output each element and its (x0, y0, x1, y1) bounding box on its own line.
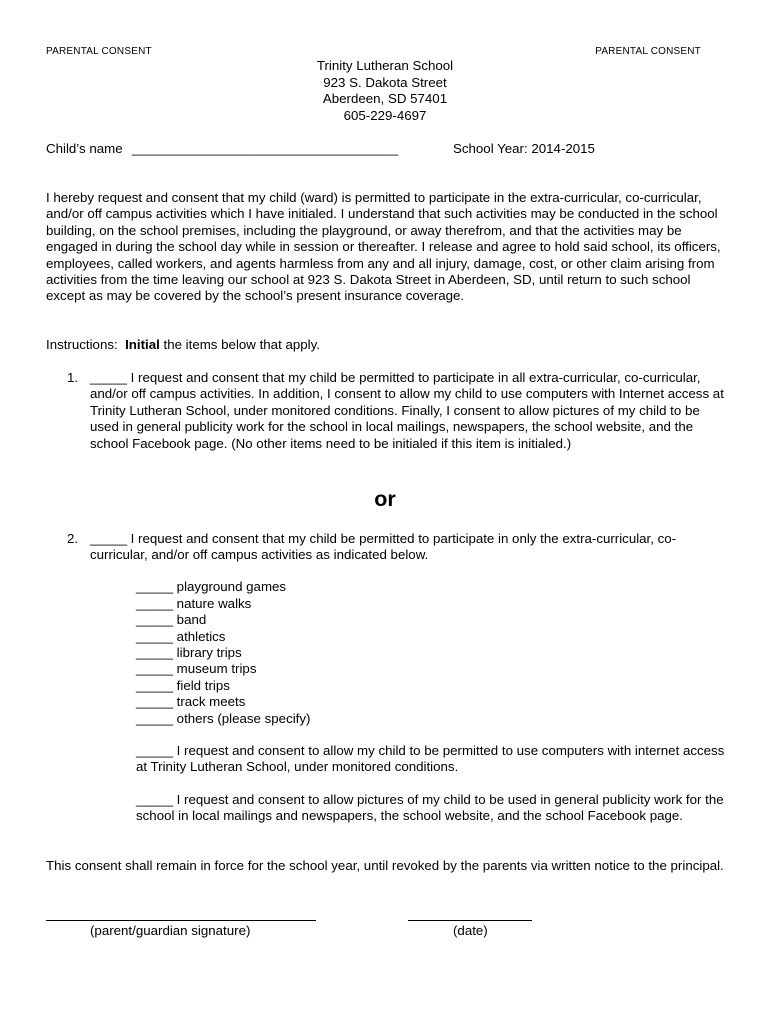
computer-use-consent[interactable]: _____ I request and consent to allow my child to be permitted to use computers with internet access at Trinity Lutheran School, under monitored conditions. (136, 743, 725, 775)
option-track-meets[interactable]: _____ track meets (136, 694, 246, 709)
school-address-block (0, 58, 770, 124)
or-divider: or (374, 487, 396, 511)
option-playground-games[interactable]: _____ playground games (136, 579, 287, 594)
school-street: 923 S. Dakota Street (323, 74, 447, 90)
consent-duration-text: This consent shall remain in force for the school year, until revoked by the parents via written notice to the principal. (46, 858, 724, 873)
school-city: Aberdeen, SD 57401 (322, 91, 448, 106)
consent-paragraph: I hereby request and consent that my child (ward) is permitted to participate in the extra-curricular, co-curricular, and/or off campus activities which I have initialed. I understand that such activities may be conducted in the school building, on the school premises, including the playground, or away therefrom, and that the activities may be engaged in during the school day while in session or thereafter. I release and agree to hold said school, its officers, employees, called workers, and agents harmless from any and all injury, damage, cost, or other claim arising from activities from the time leaving our school at 923 S. Dakota Street in Aberdeen, SD, until return to such school except as may be covered by the school’s present insurance coverage. (46, 190, 721, 304)
option-nature-walks[interactable]: _____ nature walks (136, 596, 252, 611)
publicity-photo-consent[interactable]: _____ I request and consent to allow pictures of my child to be used in general publicity work for the school in local mailings and newspapers, the school website, and the school Facebook page. (136, 792, 724, 824)
school-phone: 605-229-4697 (343, 107, 427, 123)
signature-line[interactable] (46, 920, 316, 921)
item-2-text: _____ I request and consent that my child be permitted to participate in only the extra-curricular, co-curricular, and/or off campus activities as indicated below. (90, 531, 677, 563)
date-line[interactable] (408, 920, 532, 921)
option-library-trips[interactable]: _____ library trips (136, 645, 242, 660)
item-2-number: 2. (67, 531, 79, 546)
option-others[interactable]: _____ others (please specify) (136, 711, 311, 726)
instructions-suffix: the items below that apply. (159, 337, 320, 352)
instructions (46, 337, 320, 353)
option-field-trips[interactable]: _____ field trips (136, 678, 230, 693)
option-athletics[interactable]: _____ athletics (136, 629, 226, 644)
school-year: School Year: 2014-2015 (453, 141, 595, 156)
child-name-label: Child’s name (46, 141, 123, 156)
option-band[interactable]: _____ band (136, 612, 207, 627)
date-label: (date) (453, 923, 488, 938)
school-name: Trinity Lutheran School (316, 58, 454, 73)
header-left-label: PARENTAL CONSENT (46, 46, 152, 57)
instructions-bold: Initial (125, 337, 160, 352)
instructions-prefix: Instructions: (46, 337, 126, 352)
item-1-text: _____ I request and consent that my child be permitted to participate in all extra-curricular, co-curricular, and/or off campus activities. In addition, I consent to allow my child to use computers with Internet access at Trinity Lutheran School, under monitored conditions. Finally, I consent to allow pictures of my child to be used in general publicity work for the school in local mailings, newspapers, the school website, and the school Facebook page. (No other items need to be initialed if this item is initialed.) (90, 370, 724, 451)
header-right-label: PARENTAL CONSENT (595, 46, 701, 57)
option-museum-trips[interactable]: _____ museum trips (136, 661, 257, 676)
child-name-field[interactable]: ____________________________________ (132, 141, 399, 156)
item-1-number: 1. (67, 370, 79, 385)
signature-label: (parent/guardian signature) (90, 923, 251, 938)
